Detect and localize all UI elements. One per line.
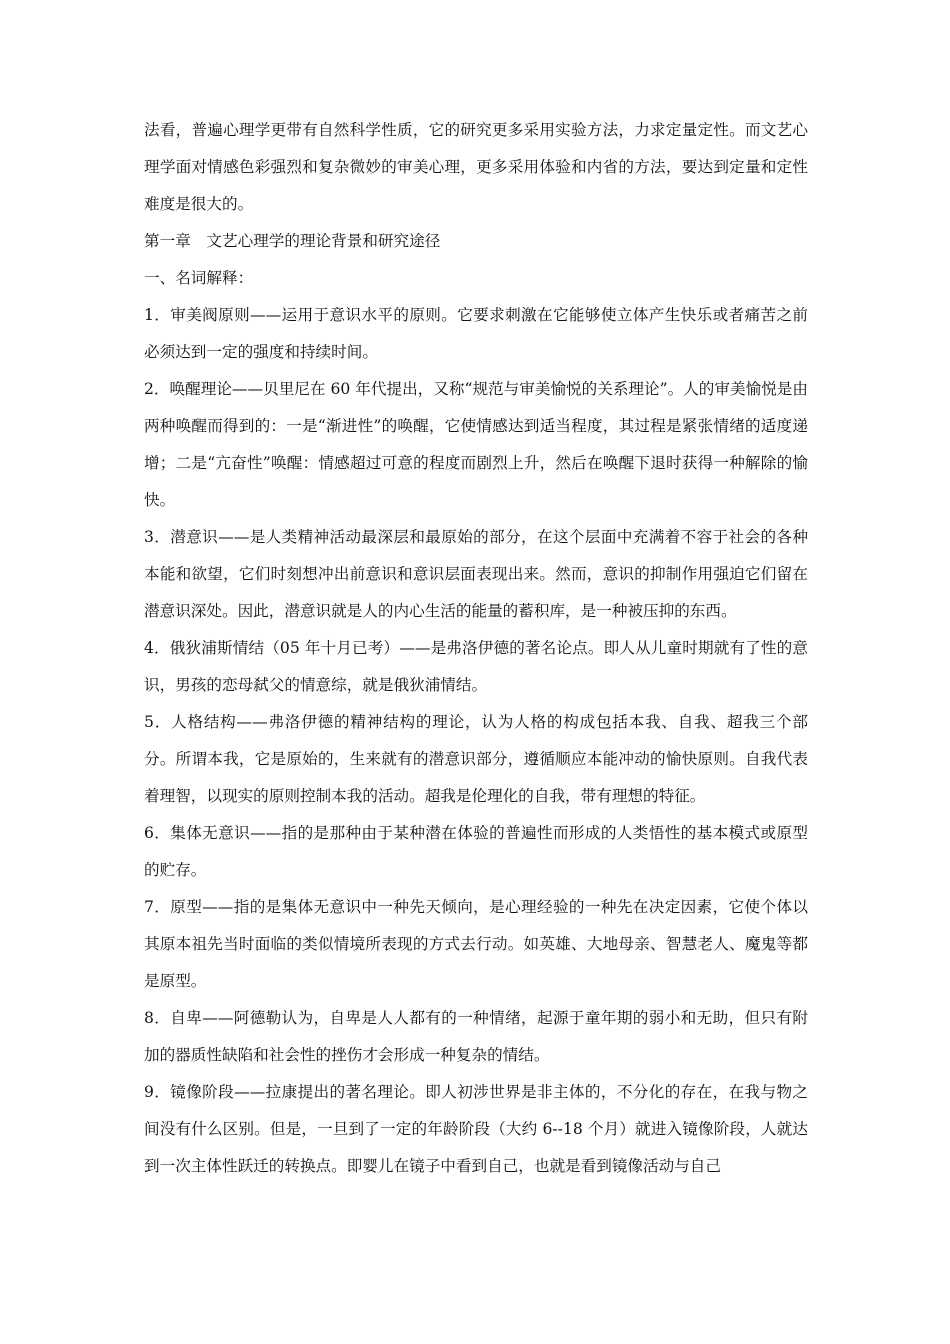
definition-5: 5．人格结构——弗洛伊德的精神结构的理论，认为人格的构成包括本我、自我、超我三个部分。所谓本我，它是原始的，生来就有的潜意识部分，遵循顺应本能冲动的愉快原则。自我代表着理智，以现实的原则控制本我的活动。超我是伦理化的自我，带有理想的特征。 <box>144 713 808 805</box>
definition-4: 4．俄狄浦斯情结（05 年十月已考）——是弗洛伊德的著名论点。即人从儿童时期就有了性的意识，男孩的恋母弑父的情意综，就是俄狄浦情结。 <box>144 639 808 694</box>
definition-2: 2．唤醒理论——贝里尼在 60 年代提出，又称“规范与审美愉悦的关系理论”。人的审美愉悦是由两种唤醒而得到的：一是“渐进性”的唤醒，它使情感达到适当程度，其过程是紧张情绪的适度递增；二是“亢奋性”唤醒：情感超过可意的程度而剧烈上升，然后在唤醒下退时获得一种解除的愉快。 <box>144 380 808 509</box>
definition-7: 7．原型——指的是集体无意识中一种先天倾向，是心理经验的一种先在决定因素，它使个体以其原本祖先当时面临的类似情境所表现的方式去行动。如英雄、大地母亲、智慧老人、魔鬼等都是原型。 <box>144 898 808 990</box>
definition-3: 3．潜意识——是人类精神活动最深层和最原始的部分，在这个层面中充满着不容于社会的各种本能和欲望，它们时刻想冲出前意识和意识层面表现出来。然而，意识的抑制作用强迫它们留在潜意识深处。因此，潜意识就是人的内心生活的能量的蓄积库，是一种被压抑的东西。 <box>144 528 808 620</box>
definition-9: 9．镜像阶段——拉康提出的著名理论。即人初涉世界是非主体的，不分化的存在，在我与物之间没有什么区别。但是，一旦到了一定的年龄阶段（大约 6--18 个月）就进入镜像阶段，人就达到一次主体性跃迁的转换点。即婴儿在镜子中看到自己，也就是看到镜像活动与自己 <box>144 1083 808 1175</box>
definition-8: 8．自卑——阿德勒认为，自卑是人人都有的一种情绪，起源于童年期的弱小和无助，但只有附加的器质性缺陷和社会性的挫伤才会形成一种复杂的情结。 <box>144 1009 808 1064</box>
chapter-title: 第一章 文艺心理学的理论背景和研究途径 <box>144 232 441 250</box>
definition-6: 6．集体无意识——指的是那种由于某种潜在体验的普遍性而形成的人类悟性的基本模式或原型的贮存。 <box>144 824 808 879</box>
definition-1: 1．审美阀原则——运用于意识水平的原则。它要求刺激在它能够使立体产生快乐或者痛苦之前必须达到一定的强度和持续时间。 <box>144 306 808 361</box>
section-title: 一、名词解释： <box>144 269 254 287</box>
intro-paragraph: 法看，普遍心理学更带有自然科学性质，它的研究更多采用实验方法，力求定量定性。而文艺心理学面对情感色彩强烈和复杂微妙的审美心理，更多采用体验和内省的方法，要达到定量和定性难度是很大的。 <box>144 121 808 213</box>
document-body <box>144 112 808 1185</box>
